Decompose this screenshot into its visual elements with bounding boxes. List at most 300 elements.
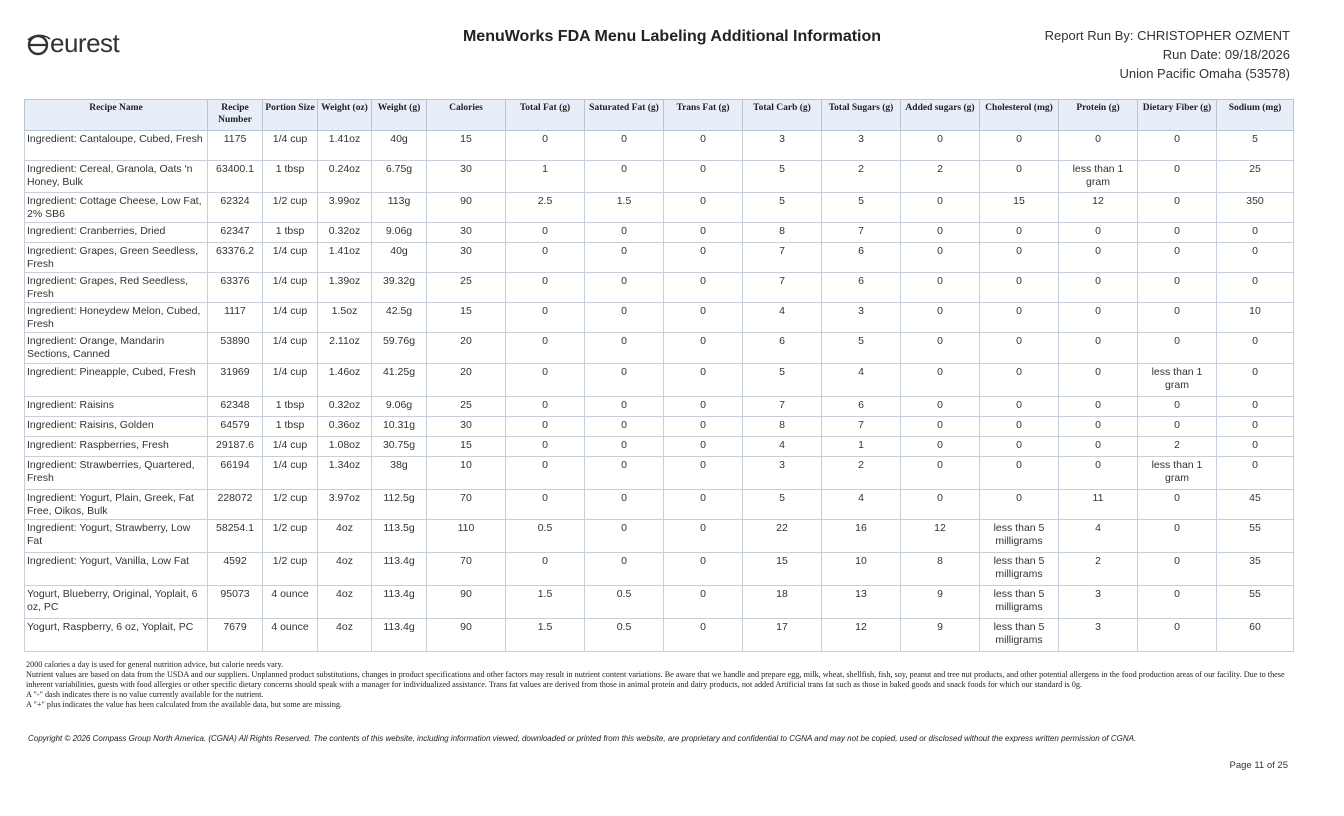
table-cell: 0: [1138, 417, 1217, 437]
table-cell: 1 tbsp: [263, 223, 318, 243]
column-header: Portion Size: [263, 100, 318, 131]
table-cell: 9.06g: [372, 397, 427, 417]
table-cell: 0.5: [506, 520, 585, 553]
table-cell: 0: [664, 520, 743, 553]
table-cell: 5: [743, 490, 822, 520]
table-cell: 6: [743, 333, 822, 364]
table-row: [25, 619, 1294, 652]
table-cell: 0: [980, 223, 1059, 243]
table-cell: 0: [585, 223, 664, 243]
table-cell: 0: [585, 417, 664, 437]
table-cell: 0: [1138, 520, 1217, 553]
table-cell: 0: [506, 490, 585, 520]
table-cell: 62348: [208, 397, 263, 417]
table-cell: 1.39oz: [318, 273, 372, 303]
table-cell: 3: [1059, 586, 1138, 619]
table-cell: 42.5g: [372, 303, 427, 333]
table-cell: less than 1 gram: [1138, 364, 1217, 397]
table-cell: 0: [506, 333, 585, 364]
table-cell: 0: [664, 303, 743, 333]
table-cell: 62347: [208, 223, 263, 243]
table-cell: 1.46oz: [318, 364, 372, 397]
table-cell: 0: [980, 161, 1059, 193]
table-cell: 0: [901, 364, 980, 397]
table-cell: 0: [1059, 437, 1138, 457]
table-cell: 2: [1138, 437, 1217, 457]
table-cell: 0: [664, 223, 743, 243]
table-cell: 3: [822, 131, 901, 161]
table-cell: 2.11oz: [318, 333, 372, 364]
table-cell: 0: [901, 457, 980, 490]
table-cell: 0: [506, 417, 585, 437]
table-cell: less than 5 milligrams: [980, 619, 1059, 652]
recipe-name-cell: Yogurt, Raspberry, 6 oz, Yoplait, PC: [25, 619, 208, 652]
table-cell: 0: [585, 397, 664, 417]
table-cell: 0: [664, 553, 743, 586]
table-header-row: [25, 100, 1294, 131]
table-cell: 0: [1059, 273, 1138, 303]
table-cell: 0: [901, 131, 980, 161]
table-cell: 1.41oz: [318, 243, 372, 273]
table-cell: less than 5 milligrams: [980, 553, 1059, 586]
table-cell: 1 tbsp: [263, 161, 318, 193]
table-cell: 0: [1217, 273, 1294, 303]
report-meta: [1045, 26, 1290, 83]
table-cell: 0: [664, 619, 743, 652]
table-cell: 35: [1217, 553, 1294, 586]
table-cell: 12: [901, 520, 980, 553]
recipe-name-cell: Ingredient: Cantaloupe, Cubed, Fresh: [25, 131, 208, 161]
table-cell: 3: [822, 303, 901, 333]
table-cell: 1/4 cup: [263, 303, 318, 333]
table-cell: 1.08oz: [318, 437, 372, 457]
table-row: [25, 520, 1294, 553]
table-cell: 11: [1059, 490, 1138, 520]
table-row: [25, 161, 1294, 193]
table-cell: 0: [1138, 397, 1217, 417]
table-cell: less than 5 milligrams: [980, 520, 1059, 553]
recipe-name-cell: Ingredient: Strawberries, Quartered, Fresh: [25, 457, 208, 490]
table-cell: 59.76g: [372, 333, 427, 364]
table-cell: 1: [822, 437, 901, 457]
table-cell: 0: [980, 243, 1059, 273]
table-cell: 0: [901, 303, 980, 333]
table-cell: 0: [664, 161, 743, 193]
table-cell: 38g: [372, 457, 427, 490]
table-cell: 4oz: [318, 586, 372, 619]
table-cell: 0: [980, 273, 1059, 303]
table-cell: 0: [664, 457, 743, 490]
table-cell: 0: [901, 223, 980, 243]
table-cell: 4 ounce: [263, 619, 318, 652]
recipe-name-cell: Ingredient: Orange, Mandarin Sections, Canned: [25, 333, 208, 364]
table-cell: 0: [901, 333, 980, 364]
table-cell: 113.4g: [372, 586, 427, 619]
table-cell: 5: [1217, 131, 1294, 161]
column-header: Trans Fat (g): [664, 100, 743, 131]
table-cell: 1/4 cup: [263, 457, 318, 490]
table-cell: 4: [1059, 520, 1138, 553]
table-cell: 0: [901, 490, 980, 520]
table-row: [25, 364, 1294, 397]
location: Union Pacific Omaha (53578): [1119, 66, 1290, 81]
table-cell: 7: [743, 273, 822, 303]
table-cell: 0: [506, 273, 585, 303]
table-cell: 350: [1217, 193, 1294, 223]
recipe-name-cell: Ingredient: Grapes, Green Seedless, Fresh: [25, 243, 208, 273]
table-cell: 0: [585, 131, 664, 161]
footnote-line: 2000 calories a day is used for general nutrition advice, but calorie needs vary.: [26, 660, 284, 669]
table-cell: 0: [901, 273, 980, 303]
table-cell: 0: [585, 243, 664, 273]
table-cell: 4oz: [318, 520, 372, 553]
table-cell: 0: [664, 273, 743, 303]
table-cell: 1117: [208, 303, 263, 333]
column-header: Total Fat (g): [506, 100, 585, 131]
table-cell: 0: [1138, 586, 1217, 619]
table-row: [25, 223, 1294, 243]
table-cell: 0.5: [585, 619, 664, 652]
table-cell: 9: [901, 619, 980, 652]
table-cell: 113.4g: [372, 619, 427, 652]
table-cell: 0.32oz: [318, 223, 372, 243]
table-cell: 0: [664, 193, 743, 223]
report-title: MenuWorks FDA Menu Labeling Additional Information: [462, 28, 882, 45]
table-body: [25, 131, 1294, 652]
table-cell: 0: [1138, 161, 1217, 193]
table-cell: 2.5: [506, 193, 585, 223]
table-cell: 113.4g: [372, 553, 427, 586]
table-cell: less than 1 gram: [1059, 161, 1138, 193]
table-cell: 1/2 cup: [263, 553, 318, 586]
table-cell: 15: [980, 193, 1059, 223]
table-cell: 0: [585, 333, 664, 364]
table-cell: 63400.1: [208, 161, 263, 193]
table-cell: 90: [427, 619, 506, 652]
table-cell: 25: [427, 273, 506, 303]
table-cell: 8: [743, 223, 822, 243]
table-cell: 0: [980, 397, 1059, 417]
column-header: Sodium (mg): [1217, 100, 1294, 131]
table-cell: 0: [585, 553, 664, 586]
table-cell: 1: [506, 161, 585, 193]
table-cell: 3.97oz: [318, 490, 372, 520]
recipe-name-cell: Ingredient: Cranberries, Dried: [25, 223, 208, 243]
table-cell: 66194: [208, 457, 263, 490]
table-cell: 0: [980, 457, 1059, 490]
table-cell: 4592: [208, 553, 263, 586]
table-cell: 53890: [208, 333, 263, 364]
table-cell: 0: [1059, 131, 1138, 161]
table-cell: 90: [427, 586, 506, 619]
table-cell: 0: [1138, 619, 1217, 652]
table-cell: 0: [664, 397, 743, 417]
table-row: [25, 193, 1294, 223]
table-cell: 0: [664, 131, 743, 161]
table-cell: 25: [427, 397, 506, 417]
table-cell: 10: [822, 553, 901, 586]
table-row: [25, 586, 1294, 619]
nutrition-table: [24, 99, 1294, 652]
table-cell: 5: [743, 364, 822, 397]
table-cell: 1175: [208, 131, 263, 161]
column-header: Recipe Number: [208, 100, 263, 131]
table-row: [25, 490, 1294, 520]
table-cell: 55: [1217, 586, 1294, 619]
table-cell: 0: [980, 490, 1059, 520]
table-cell: 0: [664, 490, 743, 520]
table-cell: 0: [901, 417, 980, 437]
table-cell: 3.99oz: [318, 193, 372, 223]
table-cell: 1 tbsp: [263, 397, 318, 417]
copyright: Copyright © 2026 Compass Group North America. (CGNA) All Rights Reserved. The contents of this website, including information viewed, downloaded or printed from this website, are proprietary and confidential to CGNA and may not be copied, used or disclosed without the express written permission of CGNA.: [28, 734, 1137, 743]
table-cell: 41.25g: [372, 364, 427, 397]
table-cell: 1/4 cup: [263, 243, 318, 273]
table-cell: 10.31g: [372, 417, 427, 437]
recipe-name-cell: Ingredient: Pineapple, Cubed, Fresh: [25, 364, 208, 397]
table-cell: 0: [585, 457, 664, 490]
table-row: [25, 397, 1294, 417]
table-cell: 30: [427, 161, 506, 193]
table-cell: 63376: [208, 273, 263, 303]
table-cell: 0: [901, 397, 980, 417]
table-cell: 20: [427, 364, 506, 397]
table-cell: 4 ounce: [263, 586, 318, 619]
column-header: Saturated Fat (g): [585, 100, 664, 131]
table-cell: 5: [743, 161, 822, 193]
table-cell: 0: [506, 303, 585, 333]
table-cell: 1/2 cup: [263, 520, 318, 553]
table-cell: 1.5oz: [318, 303, 372, 333]
table-cell: 9: [901, 586, 980, 619]
table-cell: 0: [1138, 553, 1217, 586]
table-cell: 1/2 cup: [263, 193, 318, 223]
table-cell: 0: [1217, 397, 1294, 417]
table-row: [25, 273, 1294, 303]
table-row: [25, 457, 1294, 490]
recipe-name-cell: Ingredient: Yogurt, Vanilla, Low Fat: [25, 553, 208, 586]
table-cell: 0: [1138, 243, 1217, 273]
table-cell: 0: [664, 586, 743, 619]
table-cell: 0: [980, 364, 1059, 397]
table-cell: 45: [1217, 490, 1294, 520]
table-cell: 30: [427, 243, 506, 273]
table-cell: 6.75g: [372, 161, 427, 193]
table-cell: 112.5g: [372, 490, 427, 520]
table-cell: 2: [822, 161, 901, 193]
column-header: Cholesterol (mg): [980, 100, 1059, 131]
table-row: [25, 333, 1294, 364]
table-cell: 30: [427, 417, 506, 437]
table-cell: 7679: [208, 619, 263, 652]
table-cell: less than 1 gram: [1138, 457, 1217, 490]
column-header: Added sugars (g): [901, 100, 980, 131]
table-cell: 0: [1059, 417, 1138, 437]
table-cell: 18: [743, 586, 822, 619]
table-cell: 0: [1138, 303, 1217, 333]
table-cell: 64579: [208, 417, 263, 437]
table-cell: 1.5: [506, 619, 585, 652]
table-cell: 0: [1059, 243, 1138, 273]
table-cell: 15: [427, 303, 506, 333]
table-cell: 0: [980, 437, 1059, 457]
table-cell: 0.36oz: [318, 417, 372, 437]
table-row: [25, 303, 1294, 333]
footnote-line: A "+" plus indicates the value has been calculated from the available data, but some are missing.: [26, 700, 342, 709]
table-cell: 70: [427, 490, 506, 520]
table-cell: 90: [427, 193, 506, 223]
recipe-name-cell: Ingredient: Cereal, Granola, Oats 'n Honey, Bulk: [25, 161, 208, 193]
table-cell: 0: [585, 520, 664, 553]
table-cell: 1/2 cup: [263, 490, 318, 520]
table-cell: 0: [506, 131, 585, 161]
table-cell: 0: [980, 131, 1059, 161]
table-cell: 4: [743, 437, 822, 457]
column-header: Weight (oz): [318, 100, 372, 131]
table-cell: 0: [506, 223, 585, 243]
table-row: [25, 437, 1294, 457]
table-cell: 70: [427, 553, 506, 586]
table-cell: 2: [1059, 553, 1138, 586]
table-cell: 2: [822, 457, 901, 490]
table-cell: 16: [822, 520, 901, 553]
table-cell: 63376.2: [208, 243, 263, 273]
recipe-name-cell: Yogurt, Blueberry, Original, Yoplait, 6 oz, PC: [25, 586, 208, 619]
table-cell: 1/4 cup: [263, 131, 318, 161]
table-cell: 6: [822, 273, 901, 303]
recipe-name-cell: Ingredient: Raisins, Golden: [25, 417, 208, 437]
table-cell: 0.24oz: [318, 161, 372, 193]
table-cell: 0: [585, 364, 664, 397]
table-row: [25, 553, 1294, 586]
table-cell: 4oz: [318, 619, 372, 652]
table-cell: 0: [585, 490, 664, 520]
table-cell: 0: [1059, 303, 1138, 333]
table-cell: 1/4 cup: [263, 437, 318, 457]
table-cell: 0: [664, 333, 743, 364]
table-cell: 40g: [372, 131, 427, 161]
table-cell: 0: [1217, 333, 1294, 364]
table-cell: 20: [427, 333, 506, 364]
table-cell: 0: [1138, 193, 1217, 223]
table-cell: 113.5g: [372, 520, 427, 553]
table-cell: 0: [1059, 333, 1138, 364]
table-cell: 30.75g: [372, 437, 427, 457]
table-cell: 62324: [208, 193, 263, 223]
table-cell: 0: [1217, 417, 1294, 437]
table-cell: 10: [1217, 303, 1294, 333]
column-header: Protein (g): [1059, 100, 1138, 131]
table-cell: 3: [1059, 619, 1138, 652]
table-cell: 110: [427, 520, 506, 553]
table-cell: 0: [901, 243, 980, 273]
table-cell: 0: [585, 161, 664, 193]
column-header: Total Sugars (g): [822, 100, 901, 131]
table-cell: 0: [585, 437, 664, 457]
recipe-name-cell: Ingredient: Yogurt, Strawberry, Low Fat: [25, 520, 208, 553]
table-cell: 0: [585, 273, 664, 303]
table-cell: 29187.6: [208, 437, 263, 457]
recipe-name-cell: Ingredient: Raspberries, Fresh: [25, 437, 208, 457]
table-cell: 6: [822, 243, 901, 273]
table-row: [25, 131, 1294, 161]
report-run-by: Report Run By: CHRISTOPHER OZMENT: [1044, 28, 1290, 43]
table-cell: 1/4 cup: [263, 333, 318, 364]
table-row: [25, 243, 1294, 273]
column-header: Calories: [427, 100, 506, 131]
footnote-line: A "-" dash indicates there is no value currently available for the nutrient.: [26, 690, 264, 699]
table-cell: 9.06g: [372, 223, 427, 243]
table-cell: 0: [1138, 223, 1217, 243]
recipe-name-cell: Ingredient: Honeydew Melon, Cubed, Fresh: [25, 303, 208, 333]
table-cell: 0: [1059, 457, 1138, 490]
table-cell: 55: [1217, 520, 1294, 553]
table-cell: 0: [980, 333, 1059, 364]
table-cell: 0: [1217, 364, 1294, 397]
table-cell: 17: [743, 619, 822, 652]
table-cell: 1.34oz: [318, 457, 372, 490]
table-cell: 0: [506, 437, 585, 457]
table-cell: 40g: [372, 243, 427, 273]
recipe-name-cell: Ingredient: Grapes, Red Seedless, Fresh: [25, 273, 208, 303]
table-cell: 0: [1217, 223, 1294, 243]
column-header: Dietary Fiber (g): [1138, 100, 1217, 131]
table-cell: 4: [743, 303, 822, 333]
table-cell: 31969: [208, 364, 263, 397]
table-cell: 0: [1138, 131, 1217, 161]
table-cell: 0: [1059, 397, 1138, 417]
table-cell: 12: [822, 619, 901, 652]
table-cell: 0: [1059, 223, 1138, 243]
table-cell: 0: [1217, 457, 1294, 490]
table-cell: 0: [1059, 364, 1138, 397]
table-cell: 4: [822, 364, 901, 397]
table-cell: 5: [743, 193, 822, 223]
table-cell: 0: [1138, 273, 1217, 303]
table-cell: 228072: [208, 490, 263, 520]
recipe-name-cell: Ingredient: Cottage Cheese, Low Fat, 2% SB6: [25, 193, 208, 223]
logo-text: eurest: [50, 28, 120, 58]
table-cell: 0: [1217, 437, 1294, 457]
table-cell: 0: [585, 303, 664, 333]
table-cell: 7: [743, 243, 822, 273]
table-cell: 0: [664, 417, 743, 437]
table-cell: 22: [743, 520, 822, 553]
table-cell: 30: [427, 223, 506, 243]
table-cell: 6: [822, 397, 901, 417]
recipe-name-cell: Ingredient: Raisins: [25, 397, 208, 417]
table-cell: 0: [506, 364, 585, 397]
page-number: Page 11 of 25: [1229, 760, 1288, 771]
table-cell: 8: [901, 553, 980, 586]
table-cell: 0: [980, 303, 1059, 333]
table-cell: 60: [1217, 619, 1294, 652]
table-cell: 95073: [208, 586, 263, 619]
table-cell: 15: [427, 437, 506, 457]
table-cell: 0: [1138, 490, 1217, 520]
run-date: Run Date: 09/18/2026: [1162, 47, 1290, 62]
table-cell: 0: [980, 417, 1059, 437]
table-cell: 25: [1217, 161, 1294, 193]
table-cell: 7: [822, 417, 901, 437]
table-cell: 0.32oz: [318, 397, 372, 417]
table-cell: 5: [822, 333, 901, 364]
table-cell: 58254.1: [208, 520, 263, 553]
table-cell: 15: [743, 553, 822, 586]
recipe-name-cell: Ingredient: Yogurt, Plain, Greek, Fat Free, Oikos, Bulk: [25, 490, 208, 520]
table-cell: 1.41oz: [318, 131, 372, 161]
table-cell: 3: [743, 131, 822, 161]
